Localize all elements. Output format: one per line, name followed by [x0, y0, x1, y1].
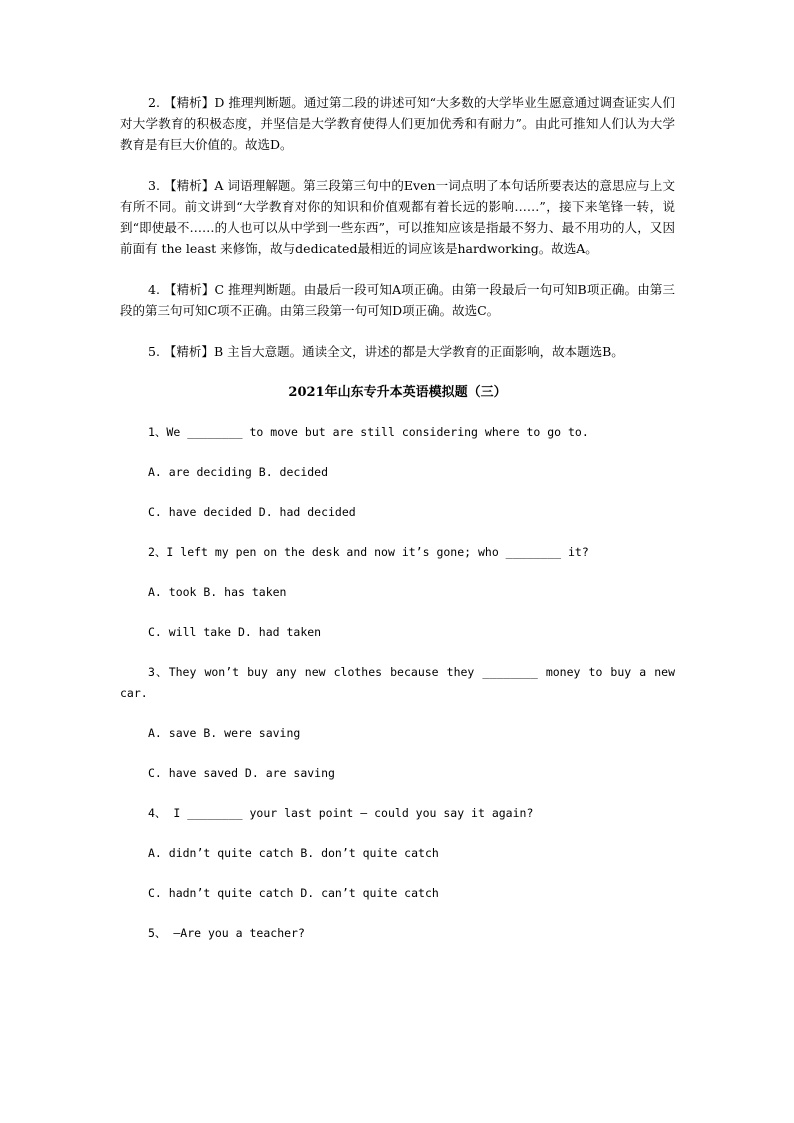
analysis-tag: 【精析】: [164, 282, 215, 297]
question-2-options-cd: C. will take D. had taken: [148, 625, 322, 639]
question-4-options-cd: C. hadn’t quite catch D. can’t quite catch: [148, 886, 439, 900]
analysis-item-5: [120, 341, 675, 362]
analysis-item-2: [120, 92, 675, 155]
question-1-options-cd: C. have decided D. had decided: [148, 505, 356, 519]
question-4-options-ab: A. didn’t quite catch B. don’t quite catch: [148, 846, 439, 860]
question-2-options-ab: A. took B. has taken: [148, 585, 287, 599]
analysis-number: 2.: [148, 95, 160, 110]
document-page: [120, 92, 682, 944]
question-1-stem: 1、We ________ to move but are still considering where to go to.: [148, 425, 589, 439]
section-title: 2021年山东专升本英语模拟题（三）: [288, 385, 507, 400]
analysis-text: B 主旨大意题。通读全文，讲述的都是大学教育的正面影响，故本题选B。: [213, 344, 624, 359]
analysis-tag: 【精析】: [164, 178, 215, 193]
question-4-stem: 4、 I ________ your last point — could you say it again?: [148, 806, 534, 820]
question-2-stem: 2、I left my pen on the desk and now it’s gone; who ________ it?: [148, 545, 589, 559]
analysis-text: A 词语理解题。第三段第三句中的Even一词点明了本句话所要表达的意思应与上文有所不同。前文讲到“大学教育对你的知识和价值观都有着长远的影响……”，接下来笔锋一转，说到“即使最不……的人也可以从中学到一些东西”，可以推知应该是指最不努力、最不用功的人，又因前面有 the least 来修饰，故与dedicated最相近的词应该是hardworking。故选A。: [120, 178, 675, 256]
analysis-number: 3.: [148, 178, 160, 193]
analysis-tag: 【精析】: [164, 95, 215, 110]
analysis-item-4: [120, 279, 675, 321]
analysis-tag: 【精析】: [163, 344, 214, 359]
analysis-item-3: [120, 175, 675, 259]
question-5-stem: 5、 —Are you a teacher?: [148, 926, 305, 940]
analysis-text: D 推理判断题。通过第二段的讲述可知“大多数的大学毕业生愿意通过调查证实人们对大学教育的积极态度，并坚信是大学教育使得人们更加优秀和有耐力”。由此可推知人们认为大学教育是有巨大价值的。故选D。: [120, 95, 675, 152]
analysis-number: 5.: [148, 344, 160, 359]
question-3-options-ab: A. save B. were saving: [148, 726, 301, 740]
question-3-stem: 3、They won’t buy any new clothes because they ________ money to buy a new car.: [120, 665, 682, 700]
question-1-options-ab: A. are deciding B. decided: [148, 465, 329, 479]
analysis-text: C 推理判断题。由最后一段可知A项正确。由第一段最后一句可知B项正确。由第三段的第三句可知C项不正确。由第三段第一句可知D项正确。故选C。: [120, 282, 675, 318]
analysis-number: 4.: [148, 282, 160, 297]
question-3-options-cd: C. have saved D. are saving: [148, 766, 335, 780]
